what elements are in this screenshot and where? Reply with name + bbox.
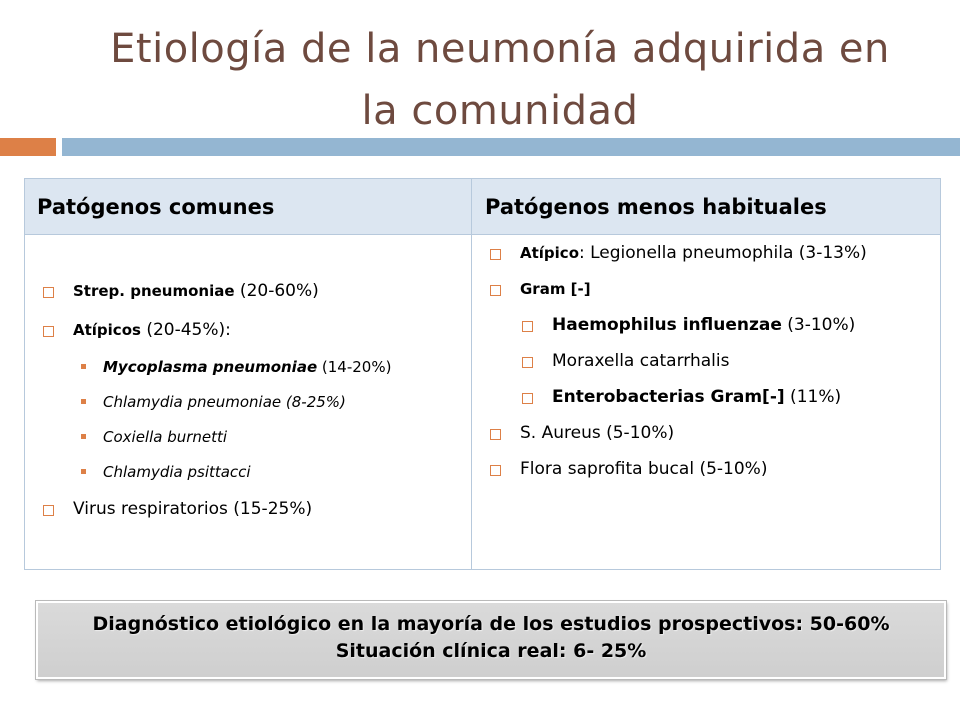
haemophilus-pct: (3-10%) (781, 315, 856, 335)
common-pathogens-list (39, 279, 471, 522)
diagnosis-summary-box (36, 601, 946, 679)
entero-name: Enterobacterias Gram[-] (552, 387, 785, 407)
list-item-flora: Flora saprofita bucal (5-10%) (486, 457, 940, 482)
header-uncommon-pathogens: Patógenos menos habituales (485, 195, 827, 219)
atipicos-name: Atípicos (73, 321, 141, 339)
summary-line1: Diagnóstico etiológico en la mayoría de los estudios prospectivos: 50-60% (92, 613, 890, 635)
summary-line2: Situación clínica real: 6- 25% (335, 640, 647, 662)
list-item-moraxella: Moraxella catarrhalis (486, 349, 940, 374)
list-item-gram-negative: Gram [-] (486, 277, 940, 302)
header-common-pathogens: Patógenos comunes (37, 195, 275, 219)
list-item-chlamydia-pneumoniae: Chlamydia pneumoniae (8-25%) (39, 392, 471, 412)
strep-name: Strep. pneumoniae (73, 282, 235, 300)
entero-pct: (11%) (784, 387, 842, 407)
uncommon-pathogens-cell (472, 235, 940, 493)
list-item-enterobacterias (486, 385, 940, 410)
pathogens-table (24, 178, 941, 570)
list-item-coxiella: Coxiella burnetti (39, 427, 471, 447)
uncommon-pathogens-list (486, 241, 940, 482)
slide-title-line1: Etiología de la neumonía adquirida en (110, 26, 890, 72)
list-item-virus: Virus respiratorios (15-25%) (39, 497, 471, 522)
slide-title (60, 18, 940, 142)
legionella-text: : Legionella pneumophila (3-13%) (579, 243, 867, 263)
list-item-mycoplasma (39, 357, 471, 377)
atipicos-pct: (20-45%): (140, 320, 231, 340)
atipico-label: Atípico (520, 244, 579, 262)
mycoplasma-pct: (14-20%) (317, 358, 392, 376)
common-pathogens-cell (25, 235, 471, 536)
accent-bar-blue (62, 138, 960, 156)
mycoplasma-name: Mycoplasma pneumoniae (103, 358, 318, 376)
list-item-strep (39, 279, 471, 304)
accent-bar-orange (0, 138, 56, 156)
slide-title-line2: la comunidad (361, 88, 639, 134)
list-item-chlamydia-psittacci: Chlamydia psittacci (39, 462, 471, 482)
table-header (25, 179, 940, 235)
list-item-s-aureus: S. Aureus (5-10%) (486, 421, 940, 446)
list-item-atipicos (39, 318, 471, 343)
strep-pct: (20-60%) (234, 281, 319, 301)
list-item-haemophilus (486, 313, 940, 338)
haemophilus-name: Haemophilus influenzae (552, 315, 782, 335)
list-item-legionella (486, 241, 940, 266)
